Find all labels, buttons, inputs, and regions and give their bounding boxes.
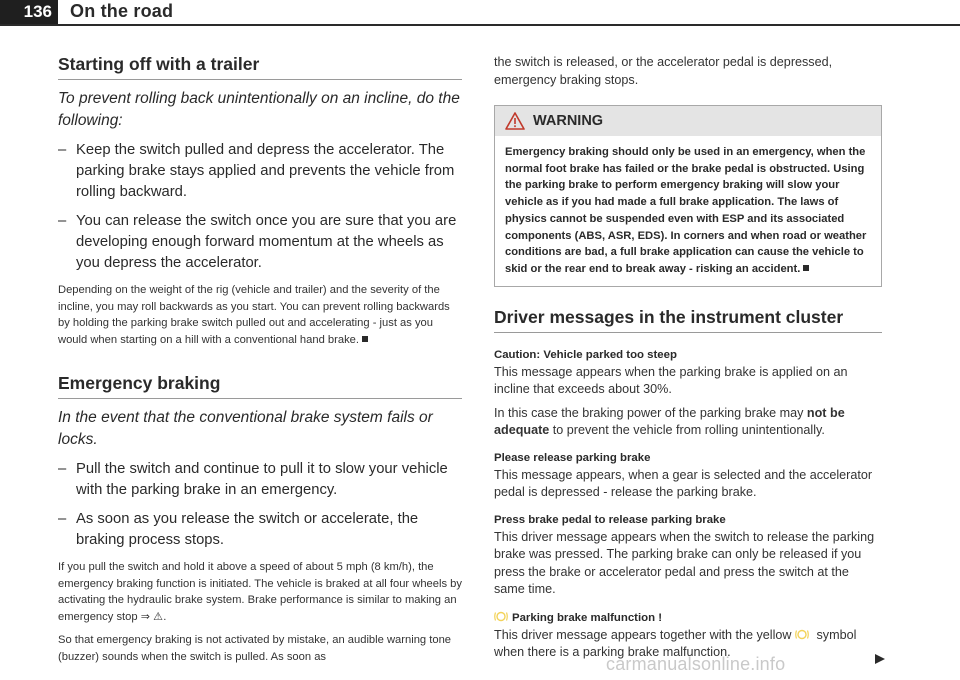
- page-number: 136: [0, 0, 58, 24]
- message-text: This driver message appears when the switch to release the parking brake was pressed. The parking brake can only be released if you press the brake or accelerator pedal and press the switch at the same time.: [494, 529, 875, 597]
- end-mark-icon: [803, 265, 809, 271]
- message-title-press-pedal: Press brake pedal to release parking brake: [494, 513, 726, 526]
- message-title-malfunction: Parking brake malfunction !: [494, 611, 882, 624]
- warning-label: WARNING: [533, 113, 604, 129]
- message-text: This message appears, when a gear is selected and the accelerator pedal is depressed - release the parking brake.: [494, 467, 873, 500]
- list-item: – As soon as you release the switch or accelerate, the braking process stops.: [58, 511, 419, 548]
- warning-header: [495, 106, 881, 136]
- end-mark-icon: [362, 336, 368, 342]
- dash-bullet: –: [58, 511, 67, 527]
- right-column: [494, 54, 882, 668]
- warning-triangle-icon: [505, 112, 525, 130]
- emergency-note-1: If you pull the switch and hold it above a speed of about 5 mph (8 km/h), the emergency braking function is initiated. The vehicle is braked at all four wheels by activating the hydraulic brake system. Brake performance is similar to making an emergency stop ⇒ ⚠.: [58, 561, 463, 623]
- warning-box: [494, 105, 882, 287]
- warning-text: Emergency braking should only be used in an emergency, when the normal foot brake has failed or the brake pedal is obstructed. Using the parking brake to perform emergency braking will slow your vehicle as if you had made a full brake application. The laws of physics cannot be suspended even with ESP and its associated components (ABS, ASR, EDS). In corners and when road or weather conditions are bad, a full brake application can cause the vehicle to skid or the rear end to break away - risking an accident.: [505, 146, 867, 275]
- parking-brake-icon: [494, 611, 508, 622]
- message-text: This message appears when the parking brake is applied on an incline that exceeds about 30%.: [494, 364, 848, 397]
- list-item: – You can release the switch once you are sure that you are developing enough forward momentum at the wheels as you depress the accelerator.: [58, 213, 457, 271]
- emergency-steps: [58, 459, 462, 551]
- message-title-release-brake: Please release parking brake: [494, 451, 651, 464]
- chapter-title: On the road: [70, 1, 174, 21]
- trailer-steps: [58, 140, 462, 274]
- section-heading-emergency: Emergency braking: [58, 373, 462, 399]
- dash-bullet: –: [58, 213, 67, 229]
- parking-brake-icon: [795, 629, 809, 640]
- left-column: [58, 54, 462, 672]
- message-title-parked-too-steep: Caution: Vehicle parked too steep: [494, 348, 677, 361]
- section-heading-messages: Driver messages in the instrument cluster: [494, 307, 882, 333]
- section-heading-trailer: Starting off with a trailer: [58, 54, 462, 80]
- continue-arrow-icon: [874, 653, 886, 665]
- watermark: carmanualsonline.info: [606, 654, 786, 674]
- dash-bullet: –: [58, 142, 67, 158]
- trailer-intro: To prevent rolling back unintentionally on an incline, do the following:: [58, 90, 460, 129]
- list-item: – Pull the switch and continue to pull it to slow your vehicle with the parking brake in an emergency.: [58, 461, 448, 498]
- emergency-intro: In the event that the conventional brake system fails or locks.: [58, 409, 433, 448]
- list-item: – Keep the switch pulled and depress the accelerator. The parking brake stays applied and prevents the vehicle from rolling backward.: [58, 142, 455, 200]
- dash-bullet: –: [58, 461, 67, 477]
- emergency-continued: the switch is released, or the accelerator pedal is depressed, emergency braking stops.: [494, 55, 833, 87]
- message-text: In this case the braking power of the parking brake may not be adequate to prevent the vehicle from rolling unintentionally.: [494, 405, 845, 438]
- header-rule: [0, 24, 960, 26]
- message-text: This driver message appears together with the yellow symbol when there is a parking brake malfunction.: [494, 627, 857, 660]
- emergency-note-2: So that emergency braking is not activated by mistake, an audible warning tone (buzzer) sounds when the switch is pulled. As soon as: [58, 634, 452, 663]
- page-header: [0, 0, 960, 28]
- trailer-note: Depending on the weight of the rig (vehicle and trailer) and the severity of the incline, you may roll backwards as you start. You can prevent rolling backwards by holding the parking brake switch pulled out and accelerating - just as you would when starting on a hill with a conventional hand brake.: [58, 284, 450, 346]
